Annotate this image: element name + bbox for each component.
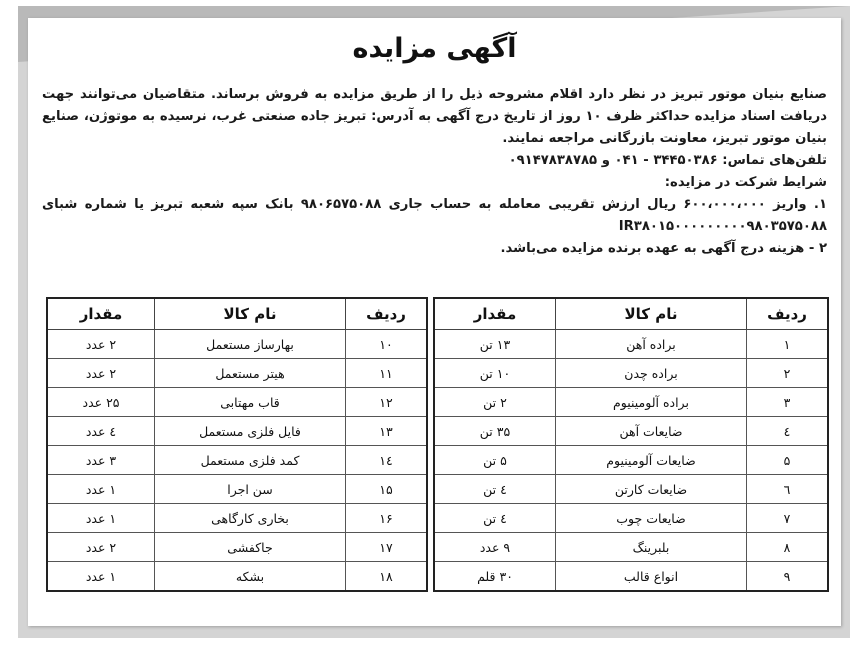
item-name-cell: کمد فلزی مستعمل (155, 446, 346, 475)
quantity-cell: ۲ عدد (47, 359, 155, 388)
row-number-cell: ۱۳ (346, 417, 428, 446)
quantity-cell: ۱۰ تن (434, 359, 556, 388)
item-name-cell: بخاری کارگاهی (155, 504, 346, 533)
quantity-cell: ٤ تن (434, 475, 556, 504)
quantity-cell: ۲ تن (434, 388, 556, 417)
row-number-cell: ۱۵ (346, 475, 428, 504)
row-number-cell: ۱۶ (346, 504, 428, 533)
quantity-cell: ۱۳ تن (434, 330, 556, 359)
row-number-cell: ٦ (747, 475, 829, 504)
table-row (47, 417, 427, 446)
item-name-cell: سن اجرا (155, 475, 346, 504)
condition-1: ۱. واریز ۶۰۰،۰۰۰،۰۰۰ ریال ارزش تقریبی معامله به حساب جاری ۹۸۰۶۵۷۵۰۸۸ بانک سپه شعبه تبریز یا شماره شبای IR۳۸۰۱۵۰۰۰۰۰۰۰۰۰۹۸۰۳۵۷۵۰۸۸ (42, 197, 827, 234)
item-name-cell: ضایعات آلومینیوم (556, 446, 747, 475)
table-row (47, 330, 427, 359)
notice-body (42, 84, 827, 260)
table-row (47, 504, 427, 533)
quantity-cell: ۳۰ قلم (434, 562, 556, 592)
table-header-row (47, 298, 427, 330)
quantity-cell: ۲ عدد (47, 533, 155, 562)
row-number-cell: ۲ (747, 359, 829, 388)
table-row (434, 359, 828, 388)
item-name-cell: ضایعات کارتن (556, 475, 747, 504)
item-name-cell: فایل فلزی مستعمل (155, 417, 346, 446)
item-name-cell: ضایعات آهن (556, 417, 747, 446)
table-row (47, 446, 427, 475)
quantity-cell: ٤ تن (434, 504, 556, 533)
quantity-cell: ۳ عدد (47, 446, 155, 475)
row-number-cell: ۱۷ (346, 533, 428, 562)
row-number-cell: ۵ (747, 446, 829, 475)
table-row (434, 562, 828, 592)
table-row (434, 388, 828, 417)
quantity-cell: ۵ تن (434, 446, 556, 475)
page-frame (18, 6, 850, 638)
item-name-cell: براده چدن (556, 359, 747, 388)
row-number-cell: ١٤ (346, 446, 428, 475)
item-name-cell: بشکه (155, 562, 346, 592)
items-table-right (433, 297, 829, 592)
quantity-cell: ٤ عدد (47, 417, 155, 446)
row-number-cell: ۱ (747, 330, 829, 359)
quantity-cell: ۳۵ تن (434, 417, 556, 446)
item-name-cell: بلبرینگ (556, 533, 747, 562)
item-name-cell: قاب مهتابی (155, 388, 346, 417)
table-row (47, 475, 427, 504)
notice-card (28, 18, 841, 626)
row-number-cell: ۳ (747, 388, 829, 417)
item-name-cell: براده آهن (556, 330, 747, 359)
table-row (47, 359, 427, 388)
quantity-cell: ۲ عدد (47, 330, 155, 359)
row-number-cell: ۱۸ (346, 562, 428, 592)
item-name-cell: بهارساز مستعمل (155, 330, 346, 359)
table-row (434, 330, 828, 359)
table-row (434, 417, 828, 446)
intro-paragraph: صنایع بنیان موتور تبریز در نظر دارد اقلام مشروحه ذیل را از طریق مزایده به فروش برساند. متقاضیان می‌توانند جهت دریافت اسناد مزایده حداکثر ظرف ۱۰ روز از تاریخ درج آگهی به آدرس: تبریز جاده صنعتی غرب، نرسیده به موتوژن، صنایع بنیان موتور تبریز، معاونت بازرگانی مراجعه نمایند. (42, 87, 828, 146)
row-number-cell: ۱۱ (346, 359, 428, 388)
quantity-cell: ۹ عدد (434, 533, 556, 562)
table-row (434, 504, 828, 533)
contact-phones: تلفن‌های تماس: ۳۴۴۵۰۳۸۶ - ۰۴۱ و ۰۹۱۴۷۸۳۸۷۸۵ (508, 153, 827, 168)
table-row (47, 533, 427, 562)
table-header-row (434, 298, 828, 330)
header-quantity: مقدار (434, 298, 556, 330)
table-row (47, 388, 427, 417)
item-name-cell: ضایعات چوب (556, 504, 747, 533)
item-name-cell: انواع قالب (556, 562, 747, 592)
conditions-heading: شرایط شرکت در مزایده: (664, 175, 827, 190)
row-number-cell: ٤ (747, 417, 829, 446)
table-row (434, 446, 828, 475)
item-name-cell: هیتر مستعمل (155, 359, 346, 388)
table-row (47, 562, 427, 592)
row-number-cell: ۷ (747, 504, 829, 533)
header-quantity: مقدار (47, 298, 155, 330)
condition-2: ۲ - هزینه درج آگهی به عهده برنده مزایده می‌باشد. (500, 241, 827, 256)
row-number-cell: ۱۲ (346, 388, 428, 417)
header-item-name: نام کالا (155, 298, 346, 330)
table-row (434, 475, 828, 504)
quantity-cell: ۱ عدد (47, 475, 155, 504)
item-name-cell: براده آلومینیوم (556, 388, 747, 417)
quantity-cell: ۱ عدد (47, 562, 155, 592)
row-number-cell: ۱۰ (346, 330, 428, 359)
quantity-cell: ۱ عدد (47, 504, 155, 533)
header-row-number: ردیف (747, 298, 829, 330)
quantity-cell: ۲۵ عدد (47, 388, 155, 417)
item-name-cell: جاکفشی (155, 533, 346, 562)
header-item-name: نام کالا (556, 298, 747, 330)
header-row-number: ردیف (346, 298, 428, 330)
notice-title: آگهی مزایده (352, 33, 517, 64)
items-table-left (46, 297, 428, 592)
row-number-cell: ۸ (747, 533, 829, 562)
row-number-cell: ۹ (747, 562, 829, 592)
table-row (434, 533, 828, 562)
